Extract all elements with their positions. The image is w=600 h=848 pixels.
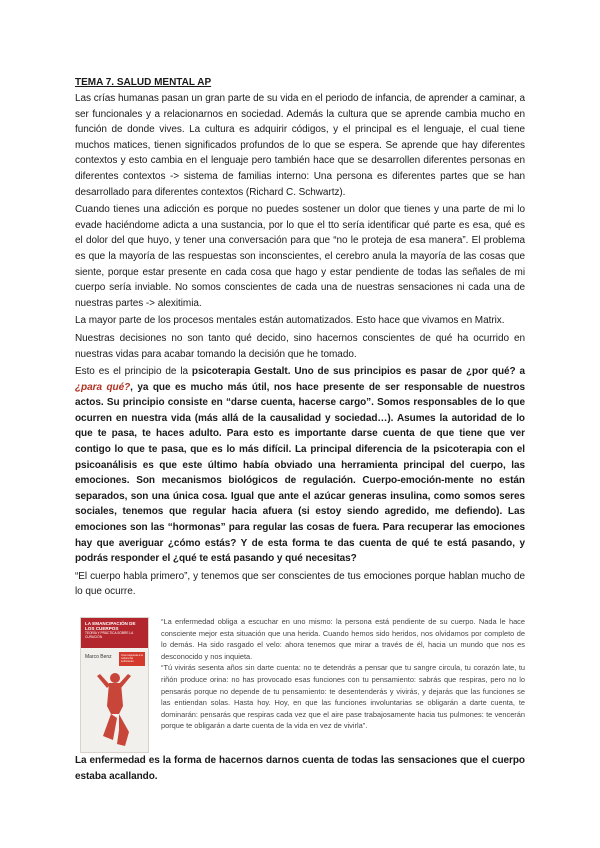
gestalt-term: psicoterapia Gestalt.: [191, 366, 291, 378]
kneeling-figure-icon: [89, 670, 139, 750]
book-cover-badge: Una respuesta a la cultura del sufrimiento: [119, 652, 145, 666]
document-title: TEMA 7. SALUD MENTAL AP: [75, 77, 212, 88]
paragraph-3: La mayor parte de los procesos mentales están automatizados. Esto hace que vivamos en Matrix.: [75, 315, 505, 327]
paragraph-5-text-c: Uno de sus principios es pasar de ¿por qué? a: [290, 366, 526, 378]
paragraph-4: Nuestras decisiones no son tanto qué decido, sino hacernos conscientes de qué ha ocurrido en nuestras vidas para acabar tomando la decisión que he tomado.: [75, 332, 525, 360]
book-figure: [75, 614, 525, 753]
book-cover-title: LA EMANCIPACIÓN DE LOS CUERPOS: [85, 621, 136, 632]
para-que-term: ¿para qué?: [75, 381, 131, 393]
book-cover-subtitle: TEORÍA Y PRÁCTICA SOBRE LA CURACIÓN: [85, 631, 134, 640]
paragraph-5-text-e: , ya que es mucho más útil, nos hace presente de ser responsable de nuestros actos. Su principio consiste en “darse cuenta, hacerse cargo”. Somos responsables de lo que ocurren en nuestra vida (más allá de la causalidad y sociedad…). Asumes la autoridad de lo que te pasa, te haces adulto. Para esto es importante darse cuenta de que tiene que ver contigo lo que te pasa, que es lo más difícil. La principal diferencia de la psicoterapia con el psicoanálisis es que este último había obviado una herramienta principal del cuerpo, las emociones. Son mecanismos biológicos de regulación. Cuerpo-emoción-mente no están separados, son una única cosa. Igual que ante el azúcar generas insulina, como somos seres sociales, tenemos que regular hacia afuera (si estoy siendo agredido, me defiendo). Las emociones son las “hormonas” para regular las cosas de fuera. Para recuperar las emociones hay que averiguar ¿cómo estás? Y de esta forma te das cuenta de qué te está pasando, y podrás responder el ¿qué te está pasando y qué necesitas?: [75, 381, 525, 565]
paragraph-5: [75, 364, 525, 567]
book-quote-paragraph-1: “La enfermedad obliga a escuchar en uno mismo: la persona está pendiente de su cuerpo. Nada le hace consciente mejor esta situación que una herida. Cuando hemos sido heridos, nos olvidamos por completo de lo demás. Ha sido rasgado el velo: ahora tenemos que mirar a través de él, hacia un mundo que nos es desconocido y nos inquieta.: [161, 617, 525, 661]
book-quote-paragraph-2: “Tú vivirás sesenta años sin darte cuenta: no te detendrás a pensar que tu sangre circula, tu corazón late, tu riñón produce orina: no has provocado esas funciones con tu pensamiento: sabrás que respiras, pero no lo pensarás porque no depende de tu pensamiento: te desentenderás y vivirás, y dejarás que las funciones se las entiendan solas. Hasta hoy. Hoy, en que las funciones involuntarias se obligarán a darte cuenta, te dominarán: pensarás que respiras cada vez que el aire pase trabajosamente hacia tus pulmones: te vencerán porque te obligarán a darte cuenta de la vida en vez de vivirla”.: [161, 663, 525, 731]
book-cover-band: [81, 618, 148, 648]
closing-paragraph: La enfermedad es la forma de hacernos darnos cuenta de todas las sensaciones que el cuerpo estaba acallando.: [75, 755, 525, 782]
paragraph-5-text-a: Esto es el principio de la: [75, 366, 192, 378]
paragraph-2: Cuando tienes una adicción es porque no puedes sostener un dolor que tienes y una parte de mi lo evade haciéndome adicta a una sustancia, por lo que el tto sería identificar qué parte es esa, qué es el dolor del que huyo, y tener una conversación para que “no le proteja de esa manera”. El problema es que la mayoría de las respuestas son inconscientes, el cerebro anula la mayoría de las cosas que siente, porque estar presente en cada cosa que hago y estar pendiente de todas las señales de mi cuerpo sería inviable. No somos conscientes de cada una de nuestras sensaciones ni cada una de nuestras partes -> alexitimia.: [75, 204, 525, 309]
book-cover-author: Marco Benz: [85, 654, 112, 660]
book-quote: [161, 616, 525, 753]
book-cover-image: [80, 617, 149, 753]
paragraph-1: Las crías humanas pasan un gran parte de su vida en el periodo de infancia, de aprender a caminar, a ser funcionales y a relacionarnos en sociedad. Además la cultura que se aprende cambia mucho en función de donde vives. La cultura es adquirir códigos, y el principal es el lenguaje, el cual tiene muchos matices, tienen significados profundos de lo que se espera. Se aprende que hay diferentes contextos y esto cambia en el lenguaje pero también hace que se desarrollen diferentes personas en diferentes contextos -> sistema de familias interno: Una persona es diferentes partes que se han desarrollado para diferentes contextos (Richard C. Schwartz).: [75, 93, 525, 198]
paragraph-6: “El cuerpo habla primero”, y tenemos que ser conscientes de tus emociones porque hablan mucho de lo que ocurre.: [75, 570, 525, 598]
